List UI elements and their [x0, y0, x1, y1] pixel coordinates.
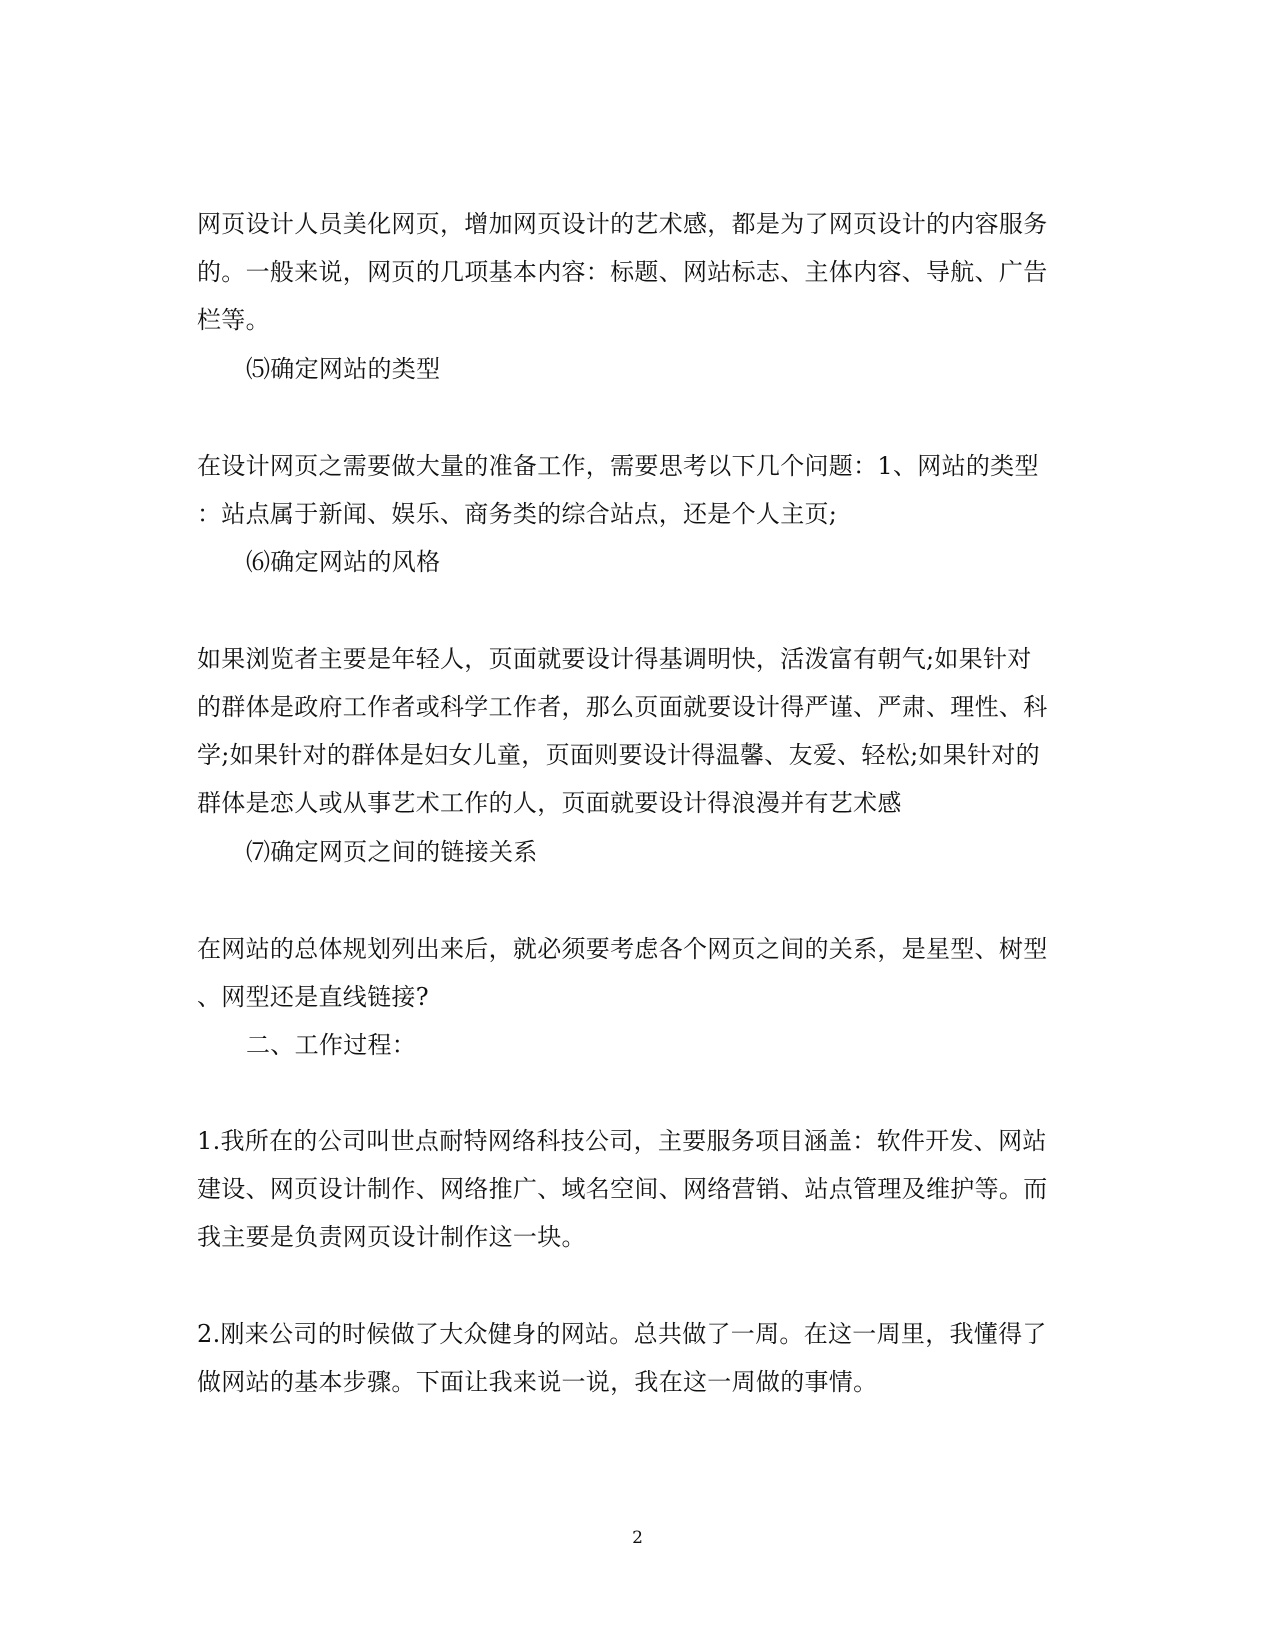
- paragraph-line: 网页设计人员美化网页，增加网页设计的艺术感，都是为了网页设计的内容服务: [197, 210, 1048, 238]
- paragraph-line: 2.刚来公司的时候做了大众健身的网站。总共做了一周。在这一周里，我懂得了: [197, 1320, 1047, 1348]
- paragraph-line: 、网型还是直线链接?: [197, 983, 429, 1011]
- section-heading: ⑺确定网页之间的链接关系: [246, 838, 538, 866]
- paragraph-line: 建设、网页设计制作、网络推广、域名空间、网络营销、站点管理及维护等。而: [197, 1175, 1048, 1203]
- paragraph-line: 我主要是负责网页设计制作这一块。: [197, 1223, 586, 1251]
- paragraph-line: 做网站的基本步骤。下面让我来说一说，我在这一周做的事情。: [197, 1368, 878, 1396]
- paragraph-line: 在网站的总体规划列出来后，就必须要考虑各个网页之间的关系，是星型、树型: [197, 935, 1048, 963]
- paragraph-line: 如果浏览者主要是年轻人，页面就要设计得基调明快，活泼富有朝气;如果针对: [197, 645, 1032, 673]
- paragraph-line: 的。一般来说，网页的几项基本内容：标题、网站标志、主体内容、导航、广告: [197, 258, 1048, 286]
- page-number: 2: [632, 1528, 643, 1548]
- paragraph-line: 的群体是政府工作者或科学工作者，那么页面就要设计得严谨、严肃、理性、科: [197, 693, 1048, 721]
- paragraph-line: 1.我所在的公司叫世点耐特网络科技公司，主要服务项目涵盖：软件开发、网站: [197, 1127, 1047, 1155]
- section-heading: ⑸确定网站的类型: [246, 355, 441, 383]
- section-heading: 二、工作过程：: [246, 1031, 417, 1059]
- paragraph-line: ：站点属于新闻、娱乐、商务类的综合站点，还是个人主页;: [197, 500, 838, 528]
- paragraph-line: 群体是恋人或从事艺术工作的人，页面就要设计得浪漫并有艺术感: [197, 789, 902, 817]
- section-heading: ⑹确定网站的风格: [246, 548, 441, 576]
- paragraph-line: 学;如果针对的群体是妇女儿童，页面则要设计得温馨、友爱、轻松;如果针对的: [197, 741, 1040, 769]
- paragraph-line: 在设计网页之需要做大量的准备工作，需要思考以下几个问题：1、网站的类型: [197, 452, 1039, 480]
- paragraph-line: 栏等。: [197, 306, 270, 334]
